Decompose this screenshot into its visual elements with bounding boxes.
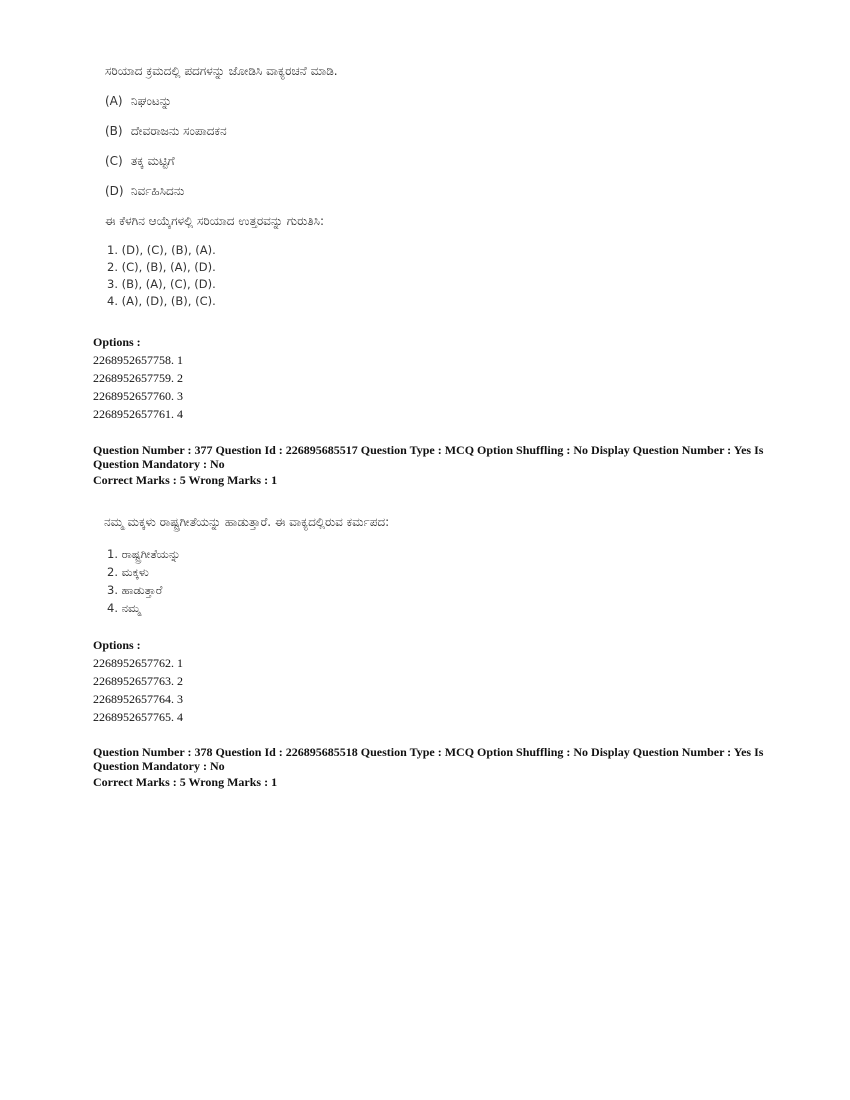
q1-item-label: (A) xyxy=(105,94,123,108)
option-id: 2268952657761. 4 xyxy=(93,407,183,421)
q1-item-text: ತಕ್ಕ ಮಟ್ಟಿಗೆ xyxy=(130,154,175,168)
q2-meta xyxy=(93,443,773,487)
option-id: 2268952657759. 2 xyxy=(93,371,183,385)
q1-prompt: ಈ ಕೆಳಗಿನ ಆಯ್ಕೆಗಳಲ್ಲಿ ಸರಿಯಾದ ಉತ್ತರವನ್ನು ಗುರುತಿಸಿ: xyxy=(105,214,325,228)
q2-answer-item: 2. ಮಕ್ಕಳು xyxy=(107,565,149,579)
q1-answer-item: 3. (B), (A), (C), (D). xyxy=(107,277,216,291)
q3-meta xyxy=(93,745,773,789)
q1-item-text: ದೇವರಾಜನು ಸಂಪಾದಕನ xyxy=(130,124,227,138)
q1-item-text: ನಿಘಂಟನ್ನು xyxy=(130,94,172,108)
q1-item-b xyxy=(105,124,227,139)
q1-item-a xyxy=(105,94,172,109)
option-id: 2268952657762. 1 xyxy=(93,656,183,670)
option-id: 2268952657763. 2 xyxy=(93,674,183,688)
option-id: 2268952657764. 3 xyxy=(93,692,183,706)
q1-answer-item: 4. (A), (D), (B), (C). xyxy=(107,294,216,308)
question-meta-line: Question Number : 377 Question Id : 226895685517 Question Type : MCQ Option Shuffling : No Display Question Number : Yes Is Question Mandatory : No xyxy=(93,443,764,471)
q2-answer-item: 4. ನಮ್ಮ xyxy=(107,601,141,615)
q1-answer-item: 2. (C), (B), (A), (D). xyxy=(107,260,216,274)
q1-item-label: (D) xyxy=(105,184,124,198)
marks-line: Correct Marks : 5 Wrong Marks : 1 xyxy=(93,473,278,487)
q2-answer-list xyxy=(107,545,180,617)
option-id: 2268952657765. 4 xyxy=(93,710,183,724)
q1-item-c xyxy=(105,154,175,169)
option-id: 2268952657758. 1 xyxy=(93,353,183,367)
q1-options xyxy=(93,333,183,423)
question-meta-line: Question Number : 378 Question Id : 226895685518 Question Type : MCQ Option Shuffling : No Display Question Number : Yes Is Question Mandatory : No xyxy=(93,745,764,773)
q1-item-text: ನಿರ್ವಹಿಸಿದನು xyxy=(130,184,185,198)
q1-answer-list xyxy=(107,242,216,310)
q2-options xyxy=(93,636,183,726)
option-id: 2268952657760. 3 xyxy=(93,389,183,403)
q2-answer-item: 1. ರಾಷ್ಟ್ರಗೀತೆಯನ್ನು xyxy=(107,547,181,561)
q1-item-label: (B) xyxy=(105,124,123,138)
options-header: Options : xyxy=(93,335,141,349)
q2-question: ನಮ್ಮ ಮಕ್ಕಳು ರಾಷ್ಟ್ರಗೀತೆಯನ್ನು ಹಾಡುತ್ತಾರೆ. ಈ ವಾಕ್ಯದಲ್ಲಿರುವ ಕರ್ಮಪದ: xyxy=(104,515,390,529)
q1-answer-item: 1. (D), (C), (B), (A). xyxy=(107,243,216,257)
q1-instruction: ಸರಿಯಾದ ಕ್ರಮದಲ್ಲಿ ಪದಗಳನ್ನು ಜೋಡಿಸಿ ವಾಕ್ಯರಚನೆ ಮಾಡಿ. xyxy=(105,64,338,78)
q1-item-label: (C) xyxy=(105,154,123,168)
options-header: Options : xyxy=(93,638,141,652)
q2-answer-item: 3. ಹಾಡುತ್ತಾರೆ xyxy=(107,583,163,597)
q1-item-d xyxy=(105,184,184,199)
marks-line: Correct Marks : 5 Wrong Marks : 1 xyxy=(93,775,278,789)
